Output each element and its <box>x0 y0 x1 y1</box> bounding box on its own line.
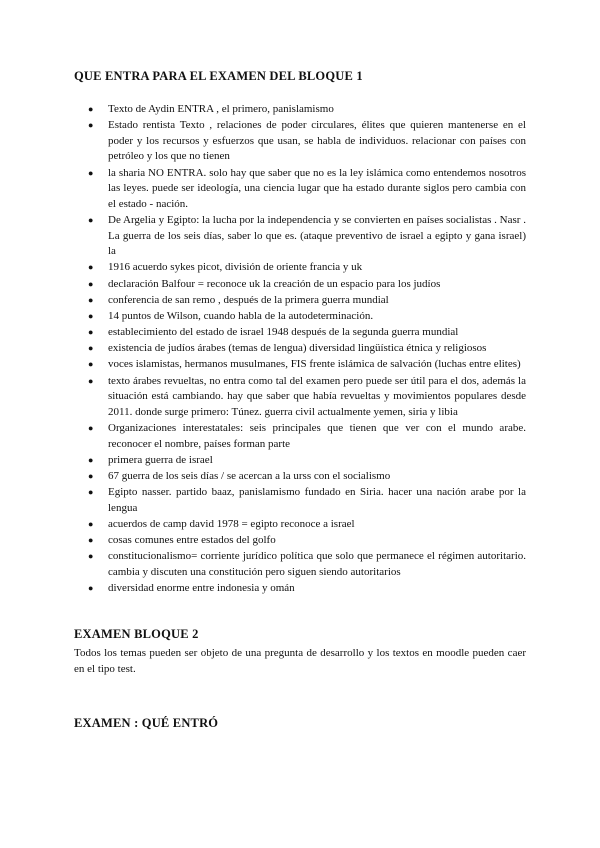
bullet-icon: ● <box>88 262 94 273</box>
list-item <box>74 469 526 485</box>
bullet-icon: ● <box>88 310 94 321</box>
list-item <box>74 309 526 325</box>
list-item <box>74 166 526 213</box>
list-item-text: 1916 acuerdo sykes picot, división de oriente francia y uk <box>108 261 363 274</box>
bullet-icon: ● <box>88 518 94 529</box>
bullet-icon: ● <box>88 583 94 594</box>
list-item <box>74 374 526 421</box>
list-item-text: De Argelia y Egipto: la lucha por la independencia y se convierten en países socialistas . Nasr . La guerra de los seis días, saber lo que es. (ataque preventivo de israel a egipto y gana israel) la <box>108 213 526 258</box>
list-item-text: 14 puntos de Wilson, cuando habla de la autodeterminación. <box>108 309 374 322</box>
list-item <box>74 293 526 309</box>
bullet-icon: ● <box>88 214 94 225</box>
list-item-text: establecimiento del estado de israel 1948 después de la segunda guerra mundial <box>108 326 459 339</box>
bullet-icon: ● <box>88 120 94 131</box>
list-item <box>74 102 526 118</box>
bullet-icon: ● <box>88 359 94 370</box>
list-item-text: 67 guerra de los seis días / se acercan a la urss con el socialismo <box>108 469 391 482</box>
bullet-icon: ● <box>88 343 94 354</box>
list-item <box>74 260 526 276</box>
list-item-text: Texto de Aydin ENTRA , el primero, panislamismo <box>108 103 334 115</box>
bullet-icon: ● <box>88 167 94 178</box>
list-item-text: primera guerra de israel <box>108 453 213 466</box>
list-item <box>74 341 526 357</box>
list-item <box>74 485 526 516</box>
bullet-icon: ● <box>88 294 94 305</box>
bullet-icon: ● <box>88 487 94 498</box>
bullet-icon: ● <box>88 375 94 386</box>
section3-heading: EXAMEN : QUÉ ENTRÓ <box>74 715 219 730</box>
list-item-text: constitucionalismo= corriente jurídico política que solo que permanece el régimen autoritario. cambia y discuten una constitución pero siguen siendo autoritarios <box>108 550 526 578</box>
list-item-text: declaración Balfour = reconoce uk la creación de un espacio para los judíos <box>108 277 441 290</box>
list-item-text: existencia de judíos árabes (temas de lengua) diversidad lingüística étnica y religiosos <box>108 342 487 355</box>
bullet-icon: ● <box>88 327 94 338</box>
bullet-icon: ● <box>88 551 94 562</box>
list-item <box>74 118 526 165</box>
list-item <box>74 581 526 597</box>
list-item-text: diversidad enorme entre indonesia y omán <box>108 582 295 595</box>
list-item <box>74 533 526 549</box>
list-item-text: Organizaciones interestatales: seis principales que tienen que ver con el mundo arabe. reconocer el nombre, países forman parte <box>108 422 526 450</box>
section2-paragraph: Todos los temas pueden ser objeto de una pregunta de desarrollo y los textos en moodle pueden caer en el tipo test. <box>74 646 526 675</box>
list-item-text: conferencia de san remo , después de la primera guerra mundial <box>108 293 389 306</box>
list-item-text: acuerdos de camp david 1978 = egipto reconoce a israel <box>108 517 355 530</box>
list-item <box>74 277 526 293</box>
document-page <box>74 68 526 731</box>
list-item <box>74 549 526 580</box>
section2-heading: EXAMEN BLOQUE 2 <box>74 626 199 641</box>
bullet-icon: ● <box>88 104 94 114</box>
list-item-text: la sharia NO ENTRA. solo hay que saber que no es la ley islámica como entendemos nosotros las leyes. puede ser ideología, una ciencia lugar que ha estado durante siglos pero cambia con el estado - nación. <box>108 166 526 210</box>
list-item <box>74 357 526 373</box>
list-item-text: voces islamistas, hermanos musulmanes, FIS frente islámica de salvación (luchas entre elites) <box>108 358 521 371</box>
section1-bullet-list <box>74 102 526 597</box>
section1-heading: QUE ENTRA PARA EL EXAMEN DEL BLOQUE 1 <box>74 69 363 83</box>
bullet-icon: ● <box>88 454 94 465</box>
list-item-text: Estado rentista Texto , relaciones de poder circulares, élites que quieren mantenerse en el poder y los recursos y esfuerzos que usan, se habla de individuos. relacionar con países con petróleo y los que no tienen <box>108 119 526 163</box>
list-item-text: texto árabes revueltas, no entra como tal del examen pero puede ser útil para el dos, además la situación está cambiando. hay que saber que había revueltas y movimientos populares desde 2011. donde surge primero: Túnez. guerra civil actualmente yemen, siria y libia <box>108 374 526 418</box>
list-item <box>74 325 526 341</box>
list-item <box>74 213 526 260</box>
list-item <box>74 453 526 469</box>
list-item <box>74 421 526 452</box>
bullet-icon: ● <box>88 278 94 289</box>
list-item-text: Egipto nasser. partido baaz, panislamismo fundado en Siria. hacer una nación arabe por la lengua <box>108 486 526 514</box>
list-item-text: cosas comunes entre estados del golfo <box>108 534 276 547</box>
bullet-icon: ● <box>88 470 94 481</box>
bullet-icon: ● <box>88 535 94 546</box>
bullet-icon: ● <box>88 423 94 433</box>
list-item <box>74 517 526 533</box>
